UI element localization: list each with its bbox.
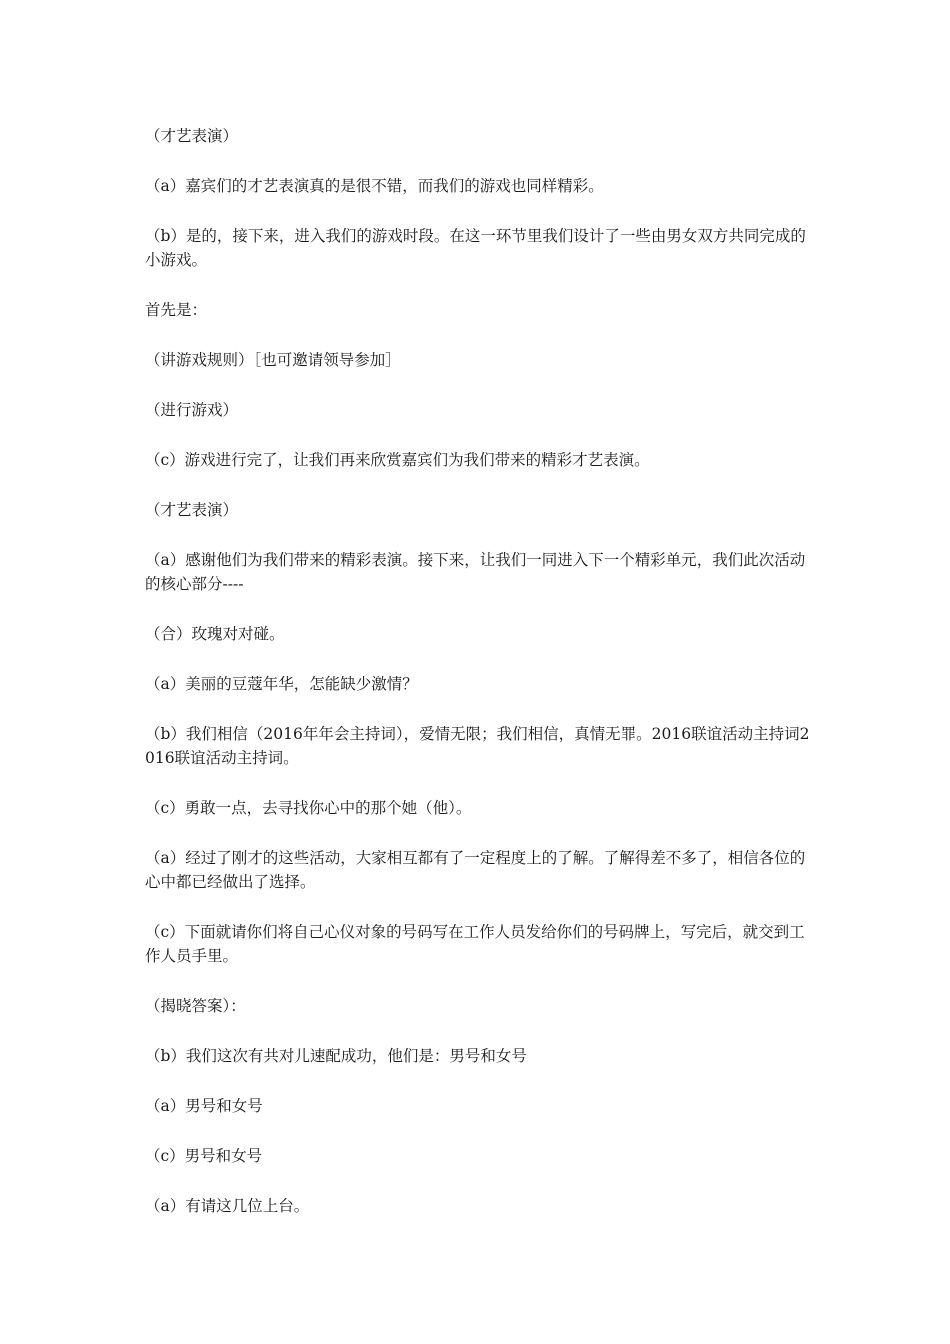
paragraph: （a）美丽的豆蔻年华，怎能缺少激情？ — [145, 675, 418, 693]
paragraph: （合）玫瑰对对碰。 — [145, 625, 285, 643]
paragraph: （b）是的，接下来，进入我们的游戏时段。在这一环节里我们设计了一些由男女双方共同完成的小游戏。 — [145, 227, 806, 269]
paragraph: （a）男号和女号 — [145, 1097, 263, 1115]
paragraph: （b）我们相信（2016年年会主持词），爱情无限；我们相信，真情无罪。2016联谊活动主持词2016联谊活动主持词。 — [145, 725, 810, 767]
paragraph: （揭晓答案）： — [145, 997, 246, 1015]
paragraph: （进行游戏） — [145, 401, 239, 419]
paragraph: （c）男号和女号 — [145, 1147, 263, 1165]
paragraph: （才艺表演） — [145, 127, 239, 145]
paragraph: （a）有请这几位上台。 — [145, 1197, 310, 1215]
paragraph: （c）游戏进行完了，让我们再来欣赏嘉宾们为我们带来的精彩才艺表演。 — [145, 451, 650, 469]
paragraph: （b）我们这次有共对儿速配成功，他们是：男号和女号 — [145, 1047, 527, 1065]
paragraph: （a）嘉宾们的才艺表演真的是很不错，而我们的游戏也同样精彩。 — [145, 177, 604, 195]
paragraph: （讲游戏规则）［也可邀请领导参加］ — [145, 351, 401, 369]
paragraph: （a）经过了刚才的这些活动，大家相互都有了一定程度上的了解。了解得差不多了，相信各位的心中都已经做出了选择。 — [145, 849, 806, 891]
paragraph: （a）感谢他们为我们带来的精彩表演。接下来，让我们一同进入下一个精彩单元，我们此次活动的核心部分---- — [145, 551, 806, 593]
document-body — [145, 124, 810, 1244]
paragraph: （c）勇敢一点，去寻找你心中的那个她（他）。 — [145, 799, 472, 817]
paragraph: （才艺表演） — [145, 501, 239, 519]
paragraph: （c）下面就请你们将自己心仪对象的号码写在工作人员发给你们的号码牌上，写完后，就交到工作人员手里。 — [145, 923, 805, 965]
paragraph: 首先是： — [145, 301, 208, 319]
